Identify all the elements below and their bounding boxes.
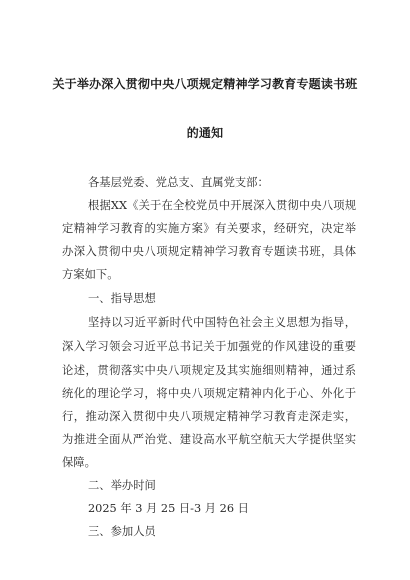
- guiding-thought-line: 统化的理论学习，将中央八项规定精神内化于心、外化于: [62, 387, 356, 400]
- intro-paragraph-line: 方案如下。: [62, 268, 119, 281]
- document-title: 关于举办深入贯彻中央八项规定精神学习教育专题读书班: [52, 77, 358, 91]
- salutation: 各基层党委、党总支、直属党支部：: [88, 176, 269, 189]
- section-heading-schedule: 二、举办时间: [88, 479, 156, 492]
- guiding-thought-line: 行，推动深入贯彻中央八项规定精神学习教育走深走实，: [62, 410, 356, 423]
- section-heading-guiding-thought: 一、指导思想: [88, 292, 156, 305]
- guiding-thought-line: 保障。: [62, 456, 96, 469]
- schedule-dates: 2025 年 3 月 25 日-3 月 26 日: [88, 502, 249, 515]
- intro-paragraph-line: 办深入贯彻中央八项规定精神学习教育专题读书班，具体: [62, 245, 356, 258]
- document-title-continued: 的通知: [186, 126, 224, 140]
- intro-paragraph-line: 定精神学习教育的实施方案》有关要求，经研究，决定举: [62, 222, 356, 235]
- guiding-thought-line: 论述，贯彻落实中央八项规定及其实施细则精神，通过系: [62, 364, 356, 377]
- section-heading-participants: 三、参加人员: [88, 525, 156, 538]
- intro-paragraph-line: 根据XX《关于在全校党员中开展深入贯彻中央八项规: [88, 199, 356, 212]
- guiding-thought-line: 为推进全面从严治党、建设高水平航空航天大学提供坚实: [62, 433, 356, 446]
- guiding-thought-line: 坚持以习近平新时代中国特色社会主义思想为指导，: [88, 316, 356, 329]
- guiding-thought-line: 深入学习领会习近平总书记关于加强党的作风建设的重要: [62, 340, 356, 353]
